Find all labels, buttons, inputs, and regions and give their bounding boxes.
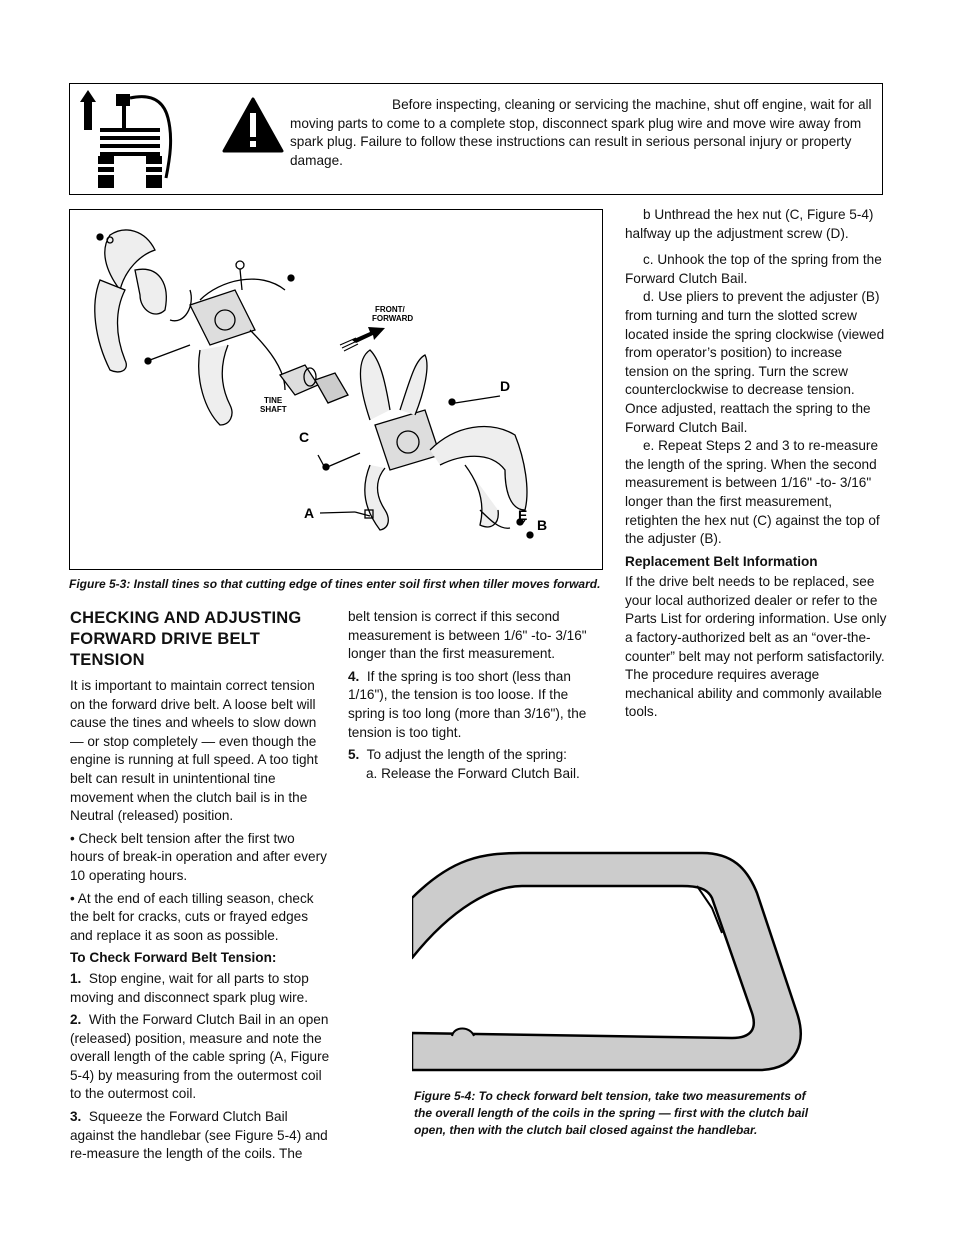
step-1: 1. Stop engine, wait for all parts to stop moving and disconnect spark plug wire.	[70, 970, 309, 1005]
step-5d: d. Use pliers to prevent the adjuster (B) from turning and turn the slotted screw located inside the spring clockwise (viewed from operator’s position) to increase tension on the spring. Turn the screw counterclockwise to decrease tension. Once adjusted, reattach the spring to the Forward Clutch Bail.	[625, 289, 885, 435]
front-forward-arrow	[340, 327, 385, 351]
intro-paragraph: It is important to maintain correct tension on the forward drive belt. A loose belt will cause the tines and wheels to slow down — or stop completely — even though the engine is running at full speed. A too tight belt can result in unintentional tine movement when the clutch bail is in the Neutral (released) position.	[70, 678, 318, 824]
bullet-check-tension: • Check belt tension after the first two hours of break-in operation and after every 10 operating hours.	[70, 830, 327, 883]
tine-assembly-diagram	[70, 210, 602, 569]
step-5e: e. Repeat Steps 2 and 3 to re-measure the length of the spring. When the second measurement is between 1/16" -to- 3/16" longer than the first measurement, retighten the hex nut (C) against the top of the adjuster (B).	[625, 438, 880, 547]
tine-label: TINE	[264, 396, 283, 405]
label-c: C	[299, 429, 310, 445]
column-2	[348, 608, 606, 783]
step-3-continued: belt tension is correct if this second measurement is between 1/6" -to- 3/16" longer than the first measurement.	[348, 609, 587, 662]
step-5c: c. Unhook the top of the spring from the Forward Clutch Bail.	[625, 252, 882, 286]
check-tension-subheading: To Check Forward Belt Tension:	[70, 950, 277, 966]
warning-triangle-icon	[222, 97, 284, 153]
step-4: 4. If the spring is too short (less than 1/16"), the tension is too loose. If the spring is too long (more than 3/16"), the tension is too tight.	[348, 668, 587, 740]
step-5a: a. Release the Forward Clutch Bail.	[366, 765, 580, 781]
warning-text: Before inspecting, cleaning or servicing the machine, shut off engine, wait for all moving parts to come to a complete stop, disconnect spark plug wire and move wire away from spark plug. Failure to follow these instructions can result in serious personal injury or property damage.	[290, 97, 872, 168]
forward-label: FORWARD	[372, 314, 414, 323]
step-2: 2. With the Forward Clutch Bail in an open (released) position, measure and note the overall length of the cable spring (A, Figure 5-4) by measuring from the outermost coil to the outermost coil.	[70, 1012, 330, 1102]
figure-5-3-caption: Figure 5-3: Install tines so that cutting edge of tines enter soil first when tiller moves forward.	[69, 577, 601, 591]
handlebar-illustration	[412, 848, 804, 1078]
step-5: 5. To adjust the length of the spring:	[348, 747, 567, 763]
section-heading-line2: FORWARD DRIVE BELT TENSION	[70, 630, 260, 669]
bullet-end-of-season: • At the end of each tilling season, check the belt for cracks, cuts or frayed edges and replace it as soon as possible.	[70, 890, 314, 943]
replacement-belt-paragraph: If the drive belt needs to be replaced, see your local authorized dealer or refer to the Parts List for ordering information. Use only a factory-authorized belt as an “over-the-counter” belt may not perform satisfactorily. The procedure requires average mechanical ability and commonly available tools.	[625, 574, 887, 720]
replacement-belt-subheading: Replacement Belt Information	[625, 553, 818, 569]
label-d: D	[500, 378, 511, 394]
label-e: E	[518, 507, 528, 523]
column-1	[70, 608, 332, 1164]
label-a: A	[304, 505, 315, 521]
front-label: FRONT/	[375, 305, 405, 314]
step-3: 3. Squeeze the Forward Clutch Bail against the handlebar (see Figure 5-4) and re-measure the length of the coils. The	[70, 1109, 328, 1162]
step-5b: b Unthread the hex nut (C, Figure 5-4) halfway up the adjustment screw (D).	[625, 207, 874, 241]
label-b: B	[537, 517, 548, 533]
spark-plug-disconnect-icon	[78, 88, 178, 192]
column-3	[625, 206, 887, 722]
figure-5-4-caption: Figure 5-4: To check forward belt tension, take two measurements of the overall length of the coils in the spring — first with the clutch bail open, then with the clutch bail closed against the handlebar.	[414, 1089, 809, 1137]
shaft-label: SHAFT	[260, 405, 287, 414]
section-heading-line1: CHECKING AND ADJUSTING	[70, 609, 302, 627]
